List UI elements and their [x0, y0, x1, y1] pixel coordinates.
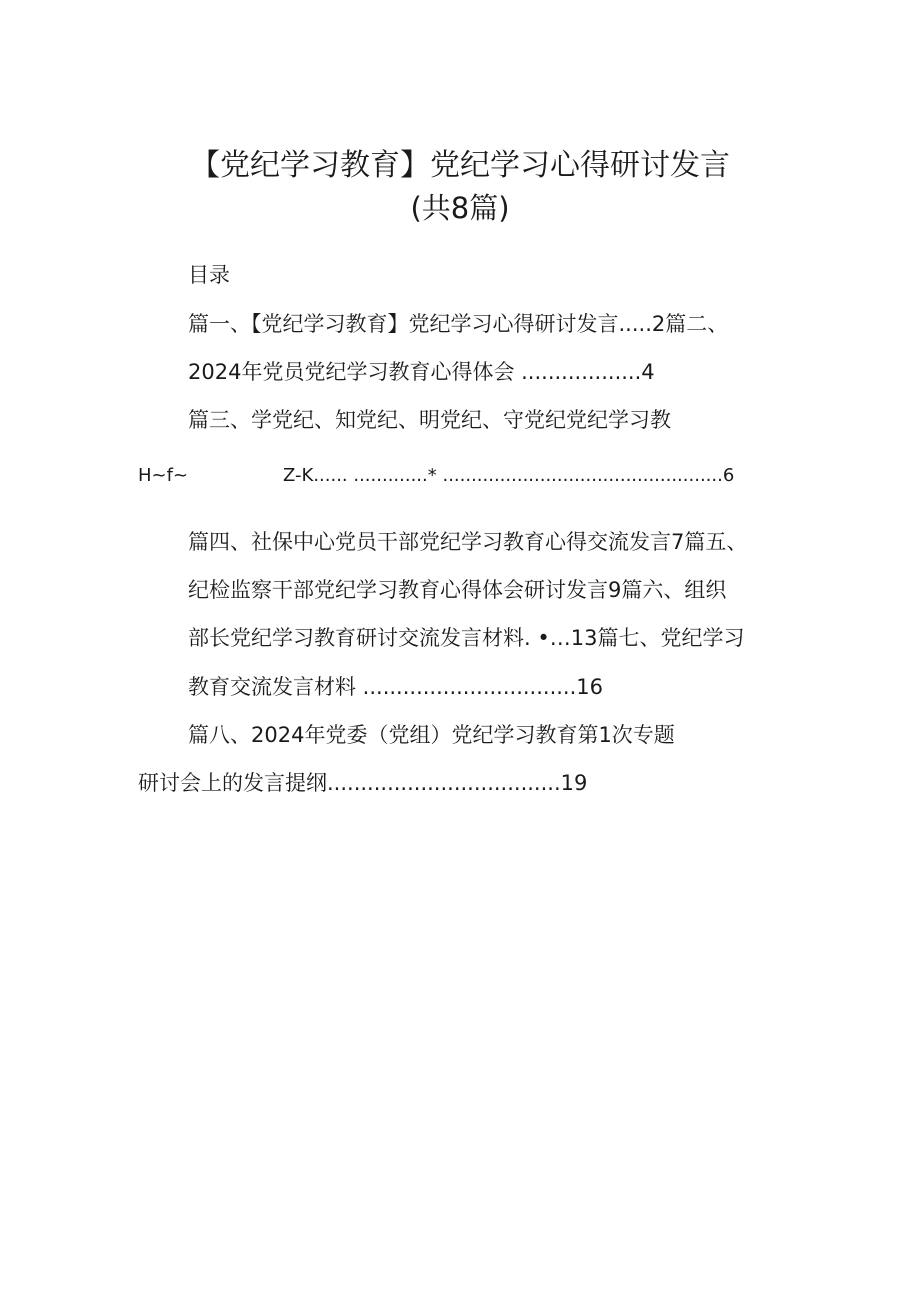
- toc-line: 部长党纪学习教育研讨交流发言材料. •…13篇七、党纪学习: [188, 626, 745, 650]
- toc-heading: 目录: [188, 263, 230, 287]
- toc-line: Z-K...... .............* .................................................6: [283, 465, 735, 486]
- toc-line-fragment: H~f~: [138, 465, 189, 486]
- toc-line: 篇八、2024年党委（党组）党纪学习教育第1次专题: [188, 723, 675, 747]
- document-title-line1: 【党纪学习教育】党纪学习心得研讨发言: [190, 148, 730, 183]
- toc-line: 篇三、学党纪、知党纪、明党纪、守党纪党纪学习教: [188, 408, 671, 432]
- toc-line: 2024年党员党纪学习教育心得体会 ..................4: [188, 360, 655, 384]
- toc-line: 篇四、社保中心党员干部党纪学习教育心得交流发言7篇五、: [188, 530, 748, 554]
- document-title-line2: (共8篇): [410, 191, 510, 225]
- toc-line: 篇一、【党纪学习教育】党纪学习心得研讨发言.....2篇二、: [188, 312, 729, 336]
- toc-line: 教育交流发言材料 ................................16: [188, 675, 604, 699]
- toc-line: 纪检监察干部党纪学习教育心得体会研讨发言9篇六、组织: [188, 578, 727, 602]
- toc-line: 研讨会上的发言提纲...................................19: [138, 771, 588, 795]
